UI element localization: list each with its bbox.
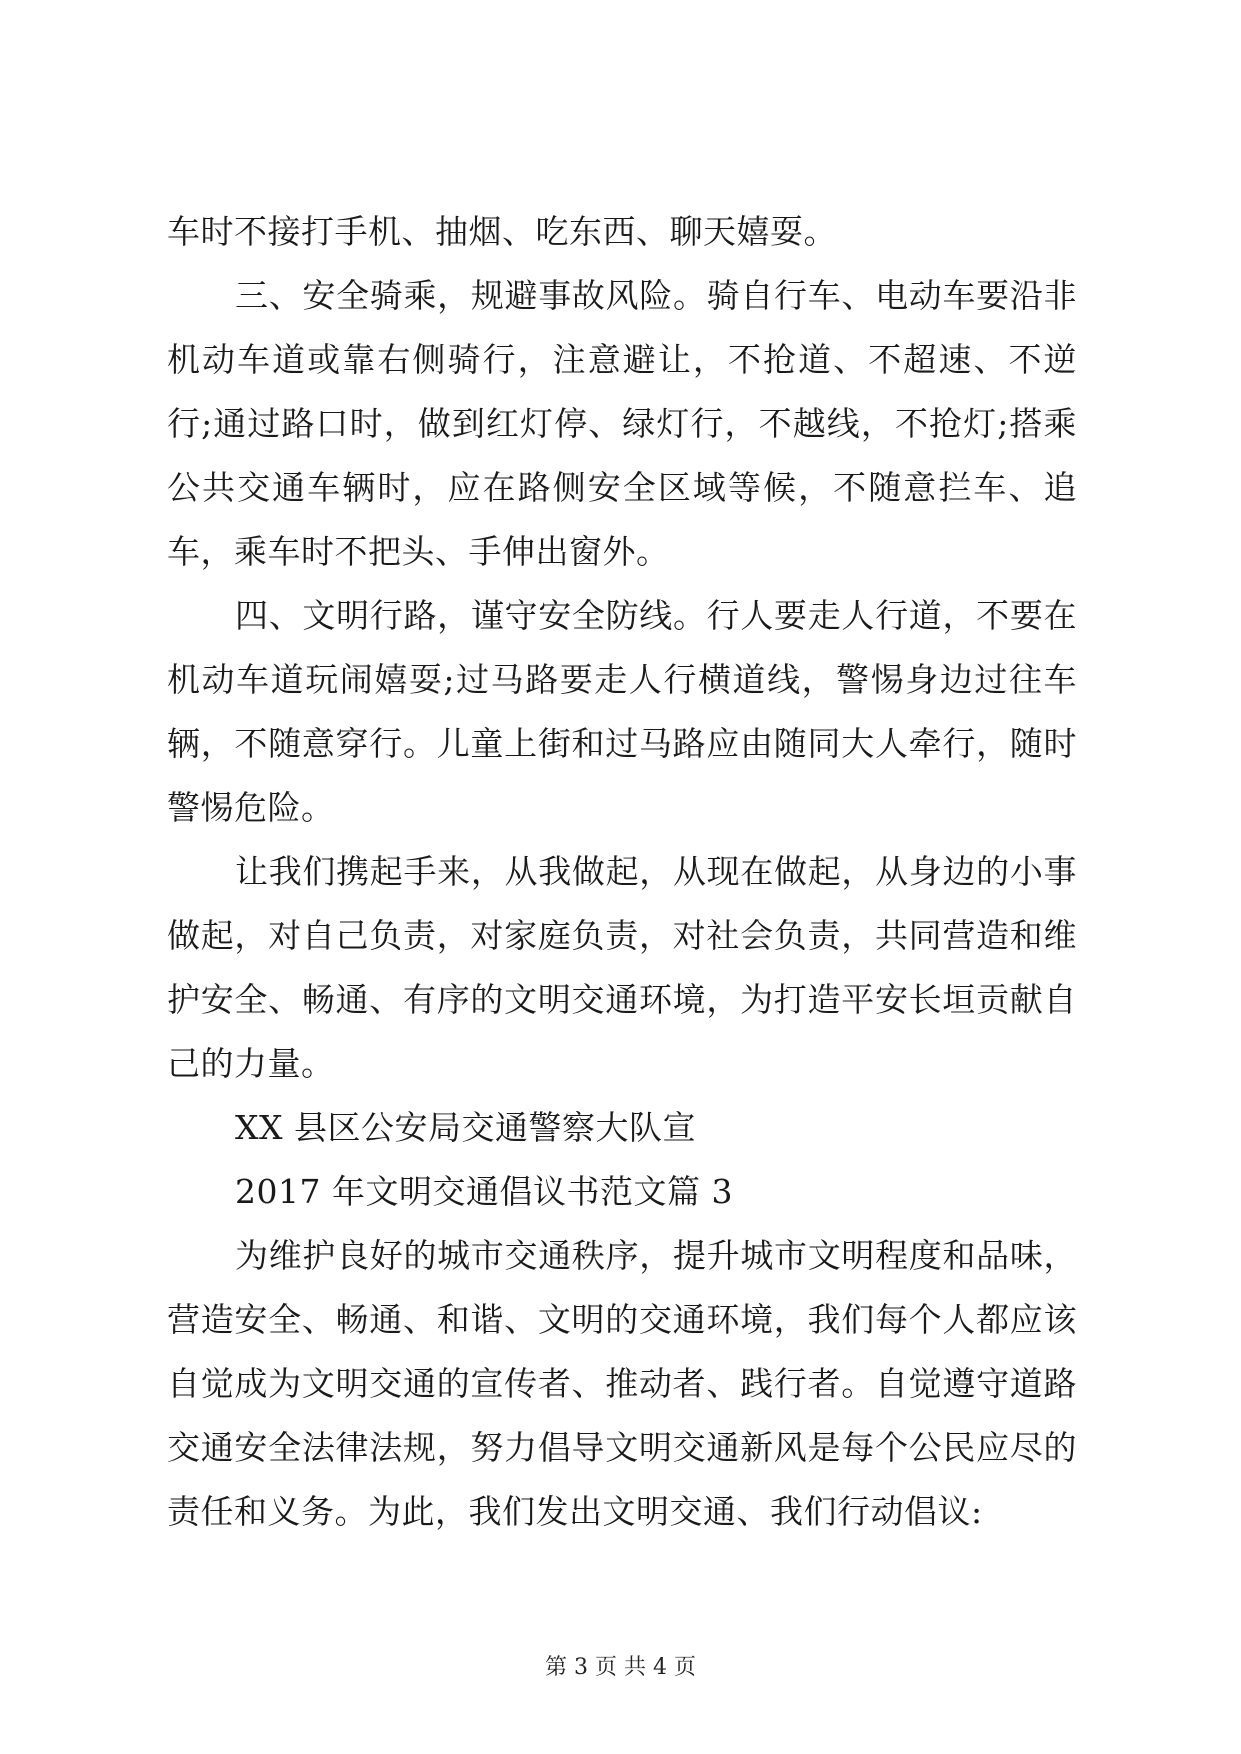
paragraph-introduction: 为维护良好的城市交通秩序，提升城市文明程度和品味，营造安全、畅通、和谐、文明的交通环境，我们每个人都应该自觉成为文明交通的宣传者、推动者、践行者。自觉遵守道路交通安全法律法规，努力倡导文明交通新风是每个公民应尽的责任和义务。为此，我们发出文明交通、我们行动倡议: <box>167 1236 1077 1531</box>
document-body <box>167 200 1077 1544</box>
page-number-footer: 第 3 页 共 4 页 <box>545 1655 696 1680</box>
signature-line: XX 县区公安局交通警察大队宣 <box>235 1108 696 1147</box>
paragraph-section-four: 四、文明行路，谨守安全防线。行人要走人行道，不要在机动车道玩闹嬉耍;过马路要走人行横道线，警惕身边过往车辆，不随意穿行。儿童上街和过马路应由随同大人牵行，随时警惕危险。 <box>167 596 1077 827</box>
section-heading: 2017 年文明交通倡议书范文篇 3 <box>235 1172 733 1211</box>
paragraph-continuation: 车时不接打手机、抽烟、吃东西、聊天嬉耍。 <box>167 212 837 251</box>
paragraph-section-three: 三、安全骑乘，规避事故风险。骑自行车、电动车要沿非机动车道或靠右侧骑行，注意避让，不抢道、不超速、不逆行;通过路口时，做到红灯停、绿灯行，不越线，不抢灯;搭乘公共交通车辆时，应在路侧安全区域等候，不随意拦车、追车，乘车时不把头、手伸出窗外。 <box>167 276 1077 571</box>
paragraph-call-to-action: 让我们携起手来，从我做起，从现在做起，从身边的小事做起，对自己负责，对家庭负责，对社会负责，共同营造和维护安全、畅通、有序的文明交通环境，为打造平安长垣贡献自己的力量。 <box>167 852 1077 1083</box>
